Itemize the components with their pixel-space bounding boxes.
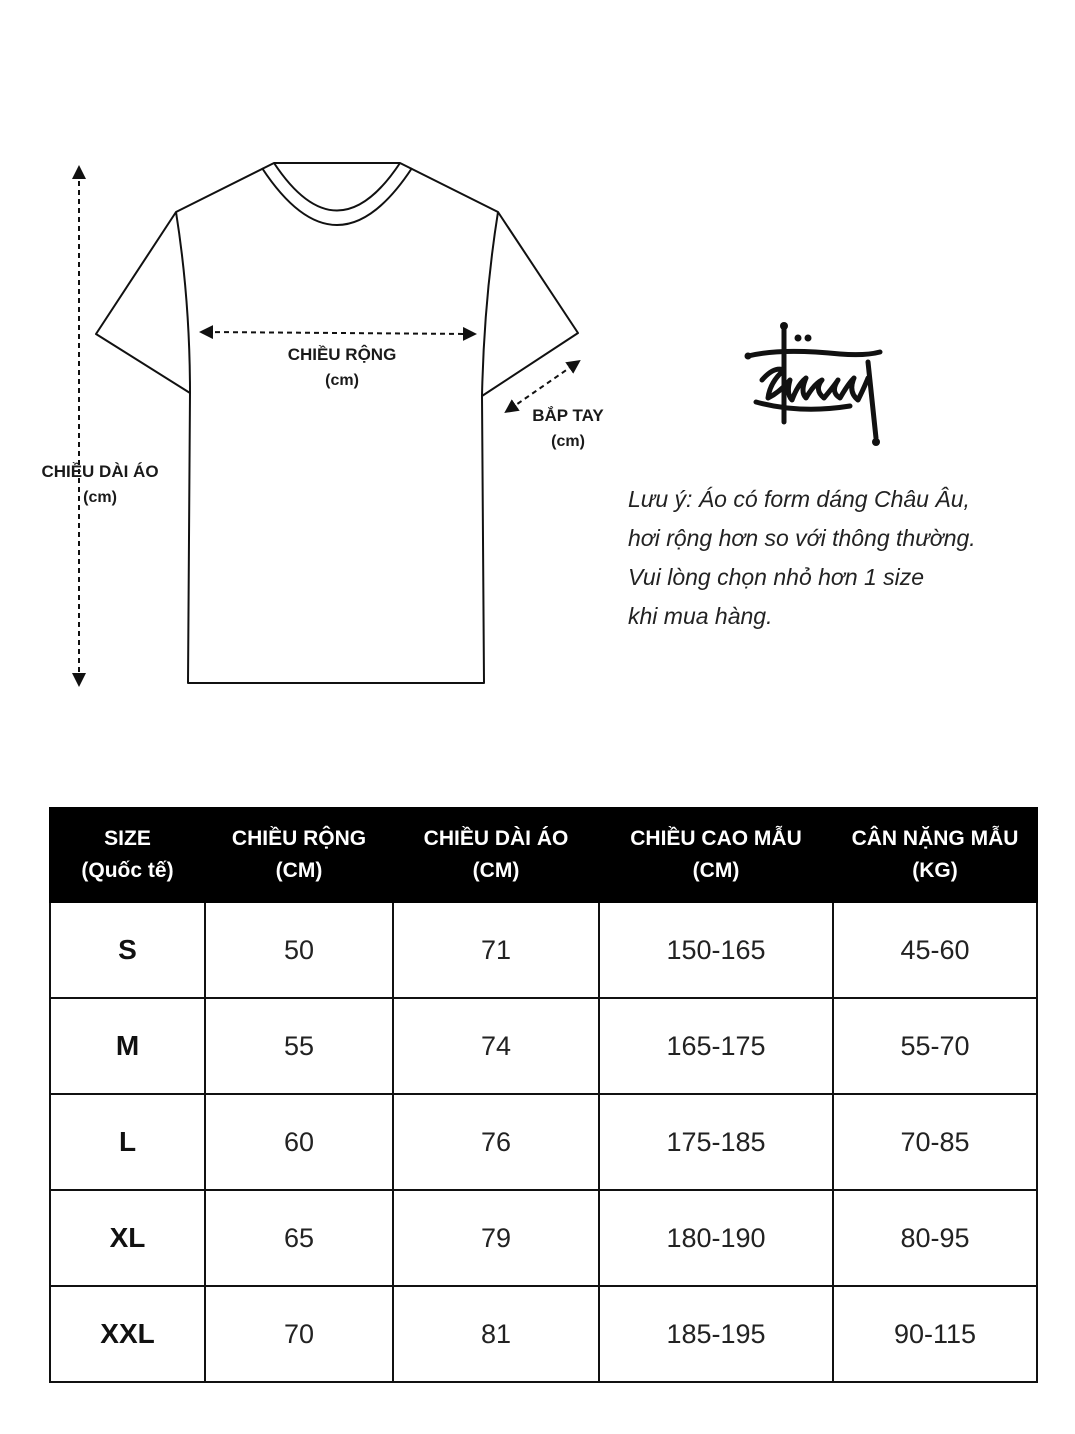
width-label xyxy=(262,342,422,394)
length-unit: (cm) xyxy=(83,489,117,506)
cell-size: XXL xyxy=(50,1286,205,1382)
cell-length: 71 xyxy=(393,902,599,998)
note-line: Lưu ý: Áo có form dáng Châu Âu, xyxy=(628,486,970,512)
cell-width: 55 xyxy=(205,998,393,1094)
table-row xyxy=(50,1094,1037,1190)
table-row xyxy=(50,902,1037,998)
cell-model-weight: 55-70 xyxy=(833,998,1037,1094)
cell-model-height: 175-185 xyxy=(599,1094,833,1190)
table-row xyxy=(50,998,1037,1094)
cell-length: 74 xyxy=(393,998,599,1094)
header-length: CHIỀU DÀI ÁO (CM) xyxy=(393,808,599,902)
header-size: SIZE (Quốc tế) xyxy=(50,808,205,902)
length-label-text: CHIỀU DÀI ÁO xyxy=(41,462,159,481)
cell-model-height: 165-175 xyxy=(599,998,833,1094)
cell-model-weight: 45-60 xyxy=(833,902,1037,998)
table-row xyxy=(50,1190,1037,1286)
cell-model-weight: 80-95 xyxy=(833,1190,1037,1286)
note-line: Vui lòng chọn nhỏ hơn 1 size xyxy=(628,564,925,590)
cell-width: 65 xyxy=(205,1190,393,1286)
width-unit: (cm) xyxy=(325,372,359,389)
cell-length: 81 xyxy=(393,1286,599,1382)
cell-size: XL xyxy=(50,1190,205,1286)
cell-model-weight: 70-85 xyxy=(833,1094,1037,1190)
note-line: khi mua hàng. xyxy=(628,603,773,629)
cell-width: 50 xyxy=(205,902,393,998)
cell-width: 70 xyxy=(205,1286,393,1382)
cell-model-height: 150-165 xyxy=(599,902,833,998)
cell-width: 60 xyxy=(205,1094,393,1190)
width-label-text: CHIỀU RỘNG xyxy=(287,345,397,364)
sleeve-unit: (cm) xyxy=(551,433,585,450)
cell-model-height: 180-190 xyxy=(599,1190,833,1286)
cell-model-height: 185-195 xyxy=(599,1286,833,1382)
cell-length: 79 xyxy=(393,1190,599,1286)
length-label xyxy=(20,459,180,511)
cell-size: S xyxy=(50,902,205,998)
cell-length: 76 xyxy=(393,1094,599,1190)
table-header-row xyxy=(50,808,1037,902)
cell-model-weight: 90-115 xyxy=(833,1286,1037,1382)
sleeve-label-text: BẮP TAY xyxy=(532,406,604,425)
table-row xyxy=(50,1286,1037,1382)
header-model-weight: CÂN NẶNG MẪU (KG) xyxy=(833,808,1037,902)
header-model-height: CHIỀU CAO MẪU (CM) xyxy=(599,808,833,902)
size-table xyxy=(49,807,1038,1383)
cell-size: M xyxy=(50,998,205,1094)
note-line: hơi rộng hơn so với thông thường. xyxy=(628,525,976,551)
sleeve-label xyxy=(508,403,628,455)
cell-size: L xyxy=(50,1094,205,1190)
stussy-logo xyxy=(740,318,890,453)
header-width: CHIỀU RỘNG (CM) xyxy=(205,808,393,902)
fit-note xyxy=(628,480,1068,636)
